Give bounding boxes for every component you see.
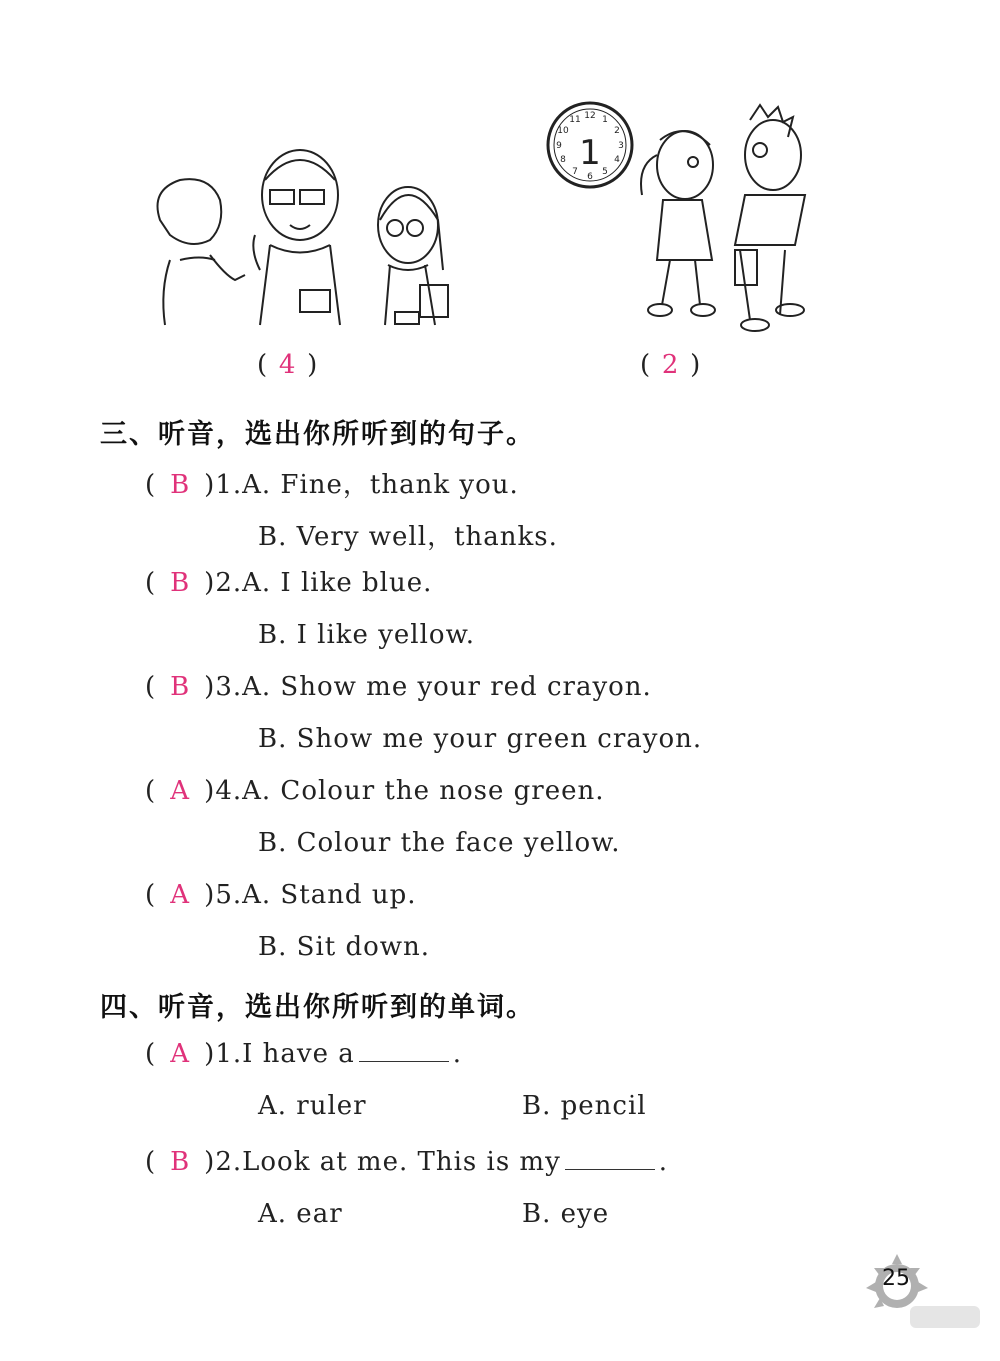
item-number: 2. [215,1147,243,1177]
s4-item2-option-a: A. ear [258,1199,343,1229]
svg-text:7: 7 [572,167,578,177]
answer-value: B [170,470,191,500]
clock-kids-drawing [545,100,815,340]
page-badge [862,1248,982,1338]
clock-icon [548,103,632,187]
svg-text:3: 3 [618,141,624,151]
section4-title: 四、听音，选出你所听到的单词。 [100,992,535,1023]
item-number: 1. [215,1039,243,1069]
item-number: 3. [215,672,243,702]
svg-text:5: 5 [602,167,608,177]
answer-blank [565,1145,655,1170]
option-text: A. Show me your red crayon. [242,672,652,702]
s3-item5-option-a: ( A )5.A. Stand up. [145,880,417,910]
svg-text:6: 6 [587,172,593,182]
item-number: 4. [215,776,243,806]
answer-value: 2 [661,350,679,380]
s4-item1-option-b: B. pencil [522,1091,647,1121]
option-text: A. Fine，thank you. [242,470,519,500]
s4-item2-option-b: B. eye [522,1199,610,1229]
greeting-people-drawing [140,140,460,340]
stem-end: . [452,1039,463,1069]
answer-value: A [170,776,191,806]
answer-value: B [170,568,191,598]
item-number: 5. [215,880,243,910]
svg-text:4: 4 [614,155,620,165]
item-number: 1. [215,470,243,500]
svg-text:12: 12 [584,111,596,121]
svg-text:11: 11 [569,115,581,125]
answer-value: 4 [278,350,296,380]
option-text: A. I like blue. [242,568,433,598]
item-number: 2. [215,568,243,598]
s3-item4-option-a: ( A )4.A. Colour the nose green. [145,776,605,806]
right-illustration-answer: ( 2 ) [640,350,701,380]
left-illustration-answer: ( 4 ) [257,350,318,380]
answer-value: A [170,880,191,910]
s4-item1-stem: ( A )1.I have a . [145,1039,463,1069]
svg-text:10: 10 [557,126,569,136]
stem-text: I have a [242,1039,355,1069]
gear-badge-icon [862,1248,982,1338]
stem-text: Look at me. This is my [242,1147,561,1177]
s4-item2-stem: ( B )2.Look at me. This is my . [145,1147,669,1177]
illustration-greeting [140,140,460,340]
svg-text:1: 1 [602,115,608,125]
s3-item5-option-b: B. Sit down. [258,932,431,962]
s3-item2-option-b: B. I like yellow. [258,620,476,650]
illustration-clock-kids [545,100,815,340]
option-text: A. Stand up. [242,880,417,910]
option-text: A. Colour the nose green. [242,776,605,806]
stem-end: . [658,1147,669,1177]
svg-text:1: 1 [579,133,601,173]
svg-text:8: 8 [560,155,566,165]
svg-text:2: 2 [614,126,620,136]
page-number: 25 [882,1266,910,1291]
section3-title: 三、听音，选出你所听到的句子。 [100,419,535,450]
answer-blank [359,1037,449,1062]
s3-item3-option-b: B. Show me your green crayon. [258,724,703,754]
s3-item2-option-a: ( B )2.A. I like blue. [145,568,433,598]
s3-item1-option-b: B. Very well，thanks. [258,522,558,552]
s3-item3-option-a: ( B )3.A. Show me your red crayon. [145,672,652,702]
svg-text:9: 9 [556,141,562,151]
s3-item4-option-b: B. Colour the face yellow. [258,828,621,858]
s4-item1-option-a: A. ruler [258,1091,367,1121]
answer-value: B [170,672,191,702]
answer-value: A [170,1039,191,1069]
s3-item1-option-a: ( B )1.A. Fine，thank you. [145,470,519,500]
answer-value: B [170,1147,191,1177]
